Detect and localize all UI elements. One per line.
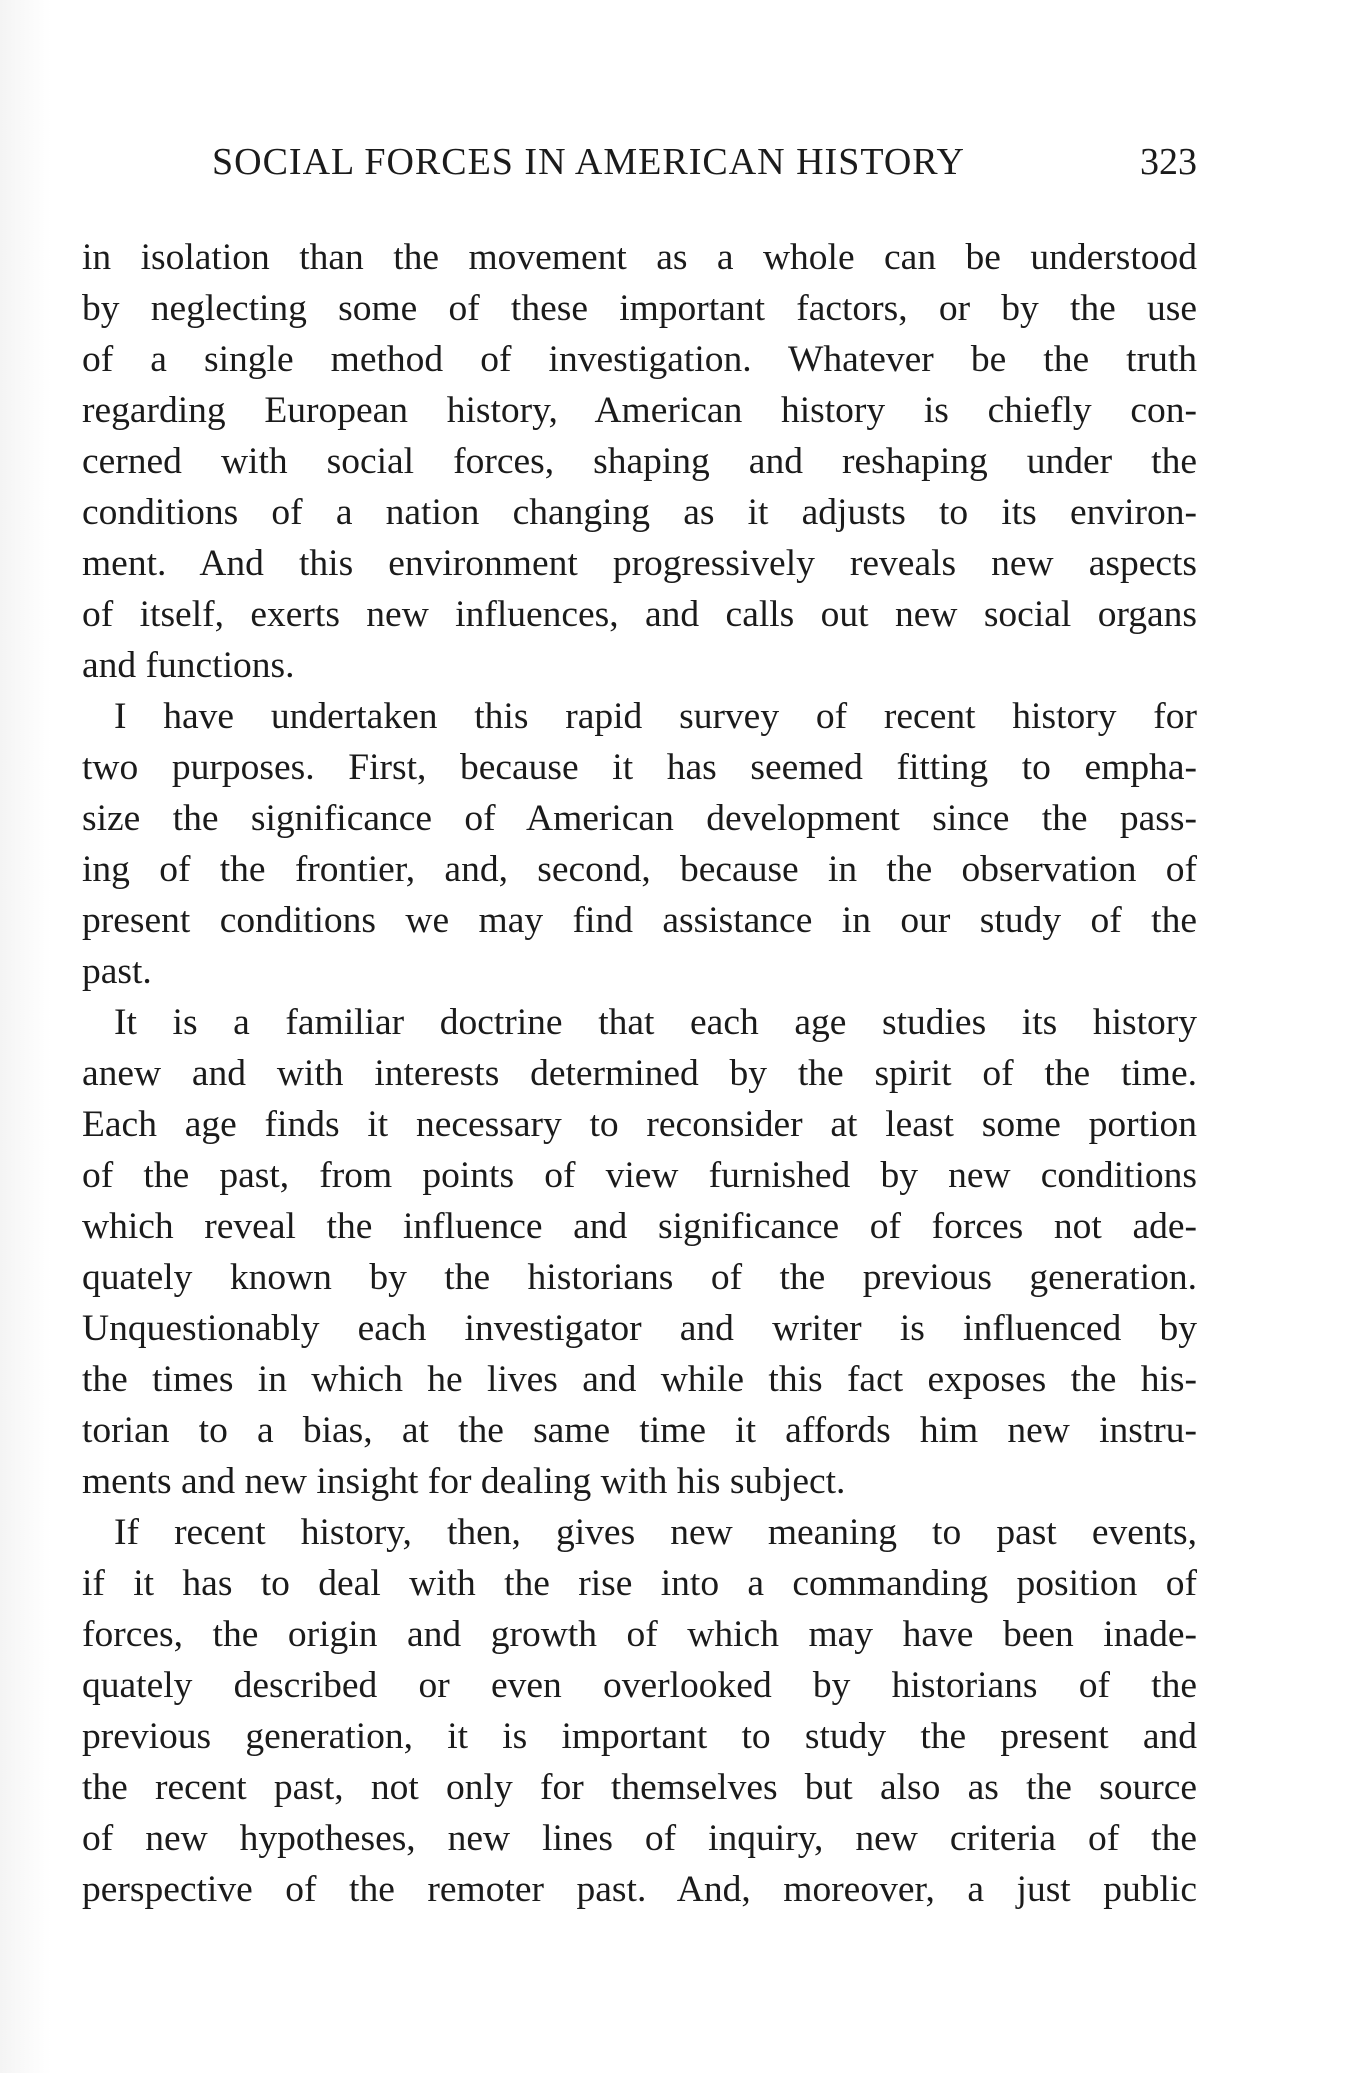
text-line: Each age finds it necessary to reconsider at least some portion <box>82 1104 1197 1145</box>
text-line: forces, the origin and growth of which may have been inade- <box>82 1614 1197 1655</box>
text-line: if it has to deal with the rise into a commanding position of <box>82 1563 1197 1604</box>
text-line: of new hypotheses, new lines of inquiry, new criteria of the <box>82 1818 1197 1859</box>
page-number: 323 <box>1140 141 1197 183</box>
text-line: ments and new insight for dealing with his subject. <box>82 1461 846 1502</box>
text-line: If recent history, then, gives new meaning to past events, <box>114 1512 1197 1553</box>
text-line: which reveal the influence and significance of forces not ade- <box>82 1206 1197 1247</box>
text-line: the recent past, not only for themselves but also as the source <box>82 1767 1197 1808</box>
text-line: conditions of a nation changing as it adjusts to its environ- <box>82 492 1197 533</box>
text-line: Unquestionably each investigator and writer is influenced by <box>82 1308 1197 1349</box>
text-line: of a single method of investigation. Whatever be the truth <box>82 339 1197 380</box>
text-line: and functions. <box>82 645 295 686</box>
text-line: It is a familiar doctrine that each age studies its history <box>114 1002 1197 1043</box>
text-line: quately described or even overlooked by historians of the <box>82 1665 1197 1706</box>
body-text <box>82 232 1197 1915</box>
running-title: SOCIAL FORCES IN AMERICAN HISTORY <box>212 141 965 183</box>
text-line: the times in which he lives and while this fact exposes the his- <box>82 1359 1197 1400</box>
text-line: quately known by the historians of the previous generation. <box>82 1257 1197 1298</box>
text-line: size the significance of American development since the pass- <box>82 798 1197 839</box>
text-line: cerned with social forces, shaping and reshaping under the <box>82 441 1197 482</box>
text-line: in isolation than the movement as a whole can be understood <box>82 237 1197 278</box>
text-line: I have undertaken this rapid survey of recent history for <box>114 696 1197 737</box>
text-line: ing of the frontier, and, second, because in the observation of <box>82 849 1197 890</box>
text-line: perspective of the remoter past. And, moreover, a just public <box>82 1869 1197 1910</box>
text-line: anew and with interests determined by the spirit of the time. <box>82 1053 1197 1094</box>
scan-gutter <box>0 0 52 2073</box>
text-line: past. <box>82 951 152 992</box>
text-line: previous generation, it is important to study the present and <box>82 1716 1197 1757</box>
text-line: of itself, exerts new influences, and calls out new social organs <box>82 594 1197 635</box>
text-line: by neglecting some of these important factors, or by the use <box>82 288 1197 329</box>
text-line: present conditions we may find assistance in our study of the <box>82 900 1197 941</box>
text-line: two purposes. First, because it has seemed fitting to empha- <box>82 747 1197 788</box>
page-header <box>212 140 1197 190</box>
text-line: ment. And this environment progressively reveals new aspects <box>82 543 1197 584</box>
text-line: of the past, from points of view furnished by new conditions <box>82 1155 1197 1196</box>
text-line: torian to a bias, at the same time it affords him new instru- <box>82 1410 1197 1451</box>
text-line: regarding European history, American history is chiefly con- <box>82 390 1197 431</box>
